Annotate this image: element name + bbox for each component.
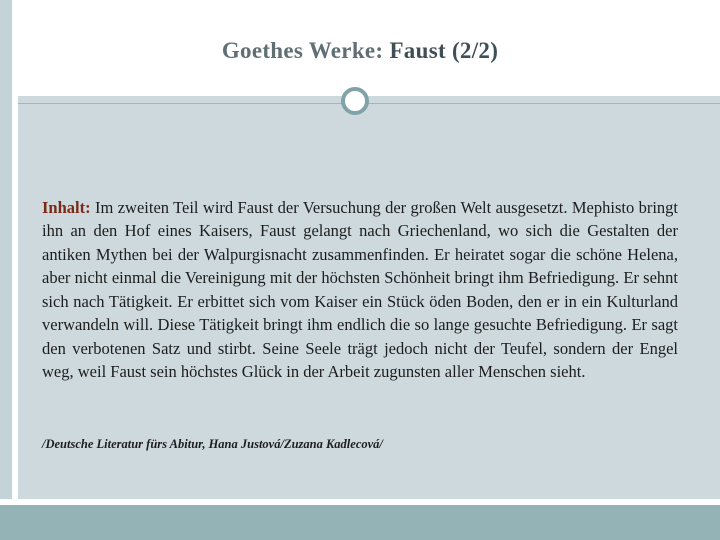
divider-circle-icon xyxy=(341,87,369,115)
page-title xyxy=(0,38,720,64)
left-decorative-band xyxy=(0,0,12,540)
content-paragraph xyxy=(42,196,678,383)
title-divider-rule xyxy=(18,103,720,104)
page-title-strong: Faust (2/2) xyxy=(389,38,499,63)
bottom-decorative-strip xyxy=(0,505,720,540)
page-title-lead: Goethes Werke: xyxy=(221,38,384,63)
source-citation: /Deutsche Literatur fürs Abitur, Hana Justová/Zuzana Kadlecová/ xyxy=(42,437,383,451)
content-lead-label: Inhalt: xyxy=(42,198,91,217)
slide-title-area xyxy=(0,38,720,64)
content-body-text: Im zweiten Teil wird Faust der Versuchung der großen Welt ausgesetzt. Mephisto bringt ihn an den Hof eines Kaisers, Faust gelangt nach Griechenland, wo sich die Gestalten der antiken Mythen bei der Walpurgisnacht zusammenfinden. Er heiratet sogar die schöne Helena, aber nicht einmal die Vereinigung mit der höchsten Schönheit bringt ihm Befriedigung. Er sehnt sich nach Tätigkeit. Er erbittet sich vom Kaiser ein Stück öden Boden, den er in ein Kulturland verwandeln will. Diese Tätigkeit bringt ihm endlich die so lange gesuchte Befriedigung. Er sagt den verbotenen Satz und stirbt. Seine Seele trägt jedoch nicht der Teufel, sondern der Engel weg, weil Faust sein höchstes Glück in der Arbeit zugunsten aller Menschen sieht. xyxy=(42,198,679,381)
